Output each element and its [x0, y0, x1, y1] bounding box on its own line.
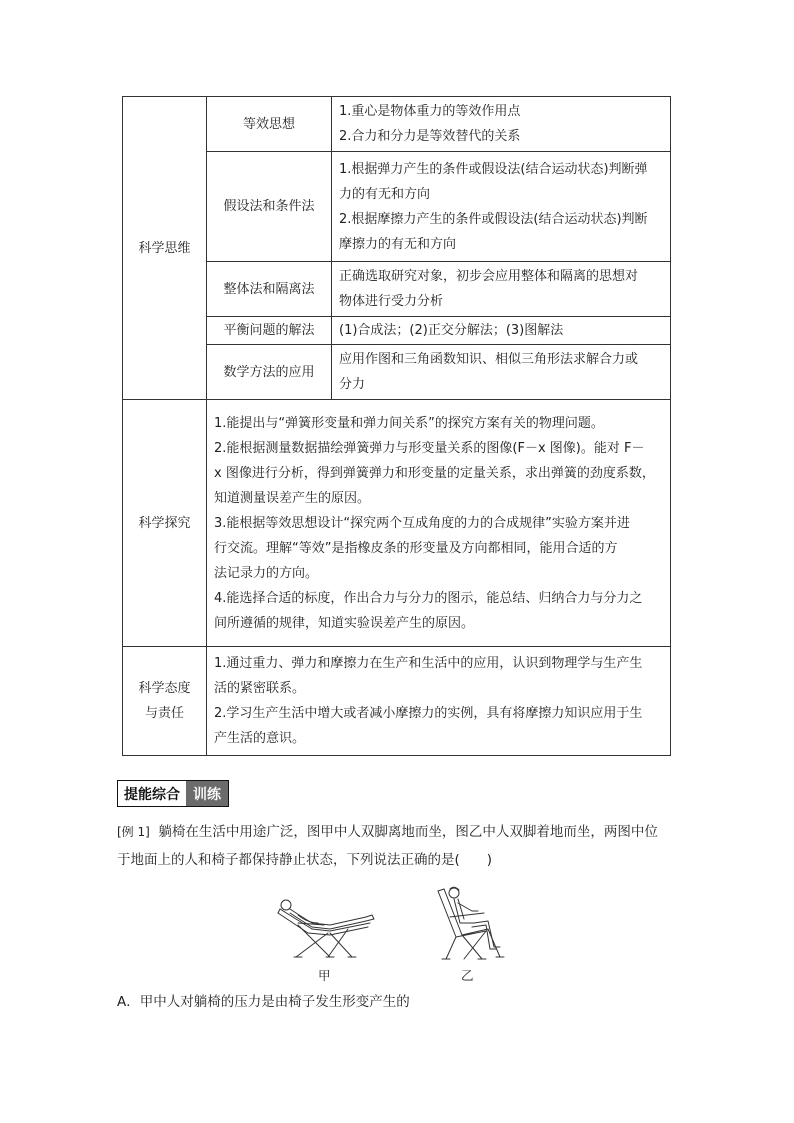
content-line: 间所遵循的规律，知道实验误差产生的原因。	[214, 615, 475, 631]
example-question	[117, 818, 677, 874]
content-cell	[332, 97, 671, 152]
table-row	[123, 400, 671, 647]
subcategory-cell: 数学方法的应用	[207, 345, 332, 400]
content-line: 力的有无和方向	[339, 186, 431, 202]
section-header	[117, 780, 229, 807]
content-line: 2.合力和分力是等效替代的关系	[339, 129, 521, 144]
subcategory-cell: 假设法和条件法	[207, 152, 332, 262]
content-line: 产生活的意识。	[214, 731, 306, 746]
content-line: 2.学习生产生活中增大或者减小摩擦力的实例，具有将摩擦力知识应用于生	[214, 706, 643, 721]
category-cell: 科学探究	[123, 400, 207, 647]
subcategory-cell: 平衡问题的解法	[207, 317, 332, 345]
figure-caption-a: 甲	[318, 968, 331, 983]
option-a: A．甲中人对躺椅的压力是由椅子发生形变产生的	[117, 994, 410, 1010]
content-line: 应用作图和三角函数知识、相似三角形法求解合力或	[339, 352, 639, 367]
category-line: 与责任	[144, 706, 184, 721]
category-cell	[123, 647, 207, 756]
content-line: 法记录力的方向。	[214, 565, 319, 581]
content-line: 知道测量误差产生的原因。	[214, 490, 371, 506]
content-line: 2.根据摩擦力产生的条件或假设法(结合运动状态)判断	[339, 211, 648, 227]
content-line: 正确选取研究对象，初步会应用整体和隔离的思想对	[339, 269, 639, 284]
question-text: 躺椅在生活中用途广泛，图甲中人双脚离地而坐，图乙中人双脚着地而坐，两图中位	[158, 824, 658, 840]
question-line	[117, 818, 677, 846]
content-line: 4.能选择合适的标度，作出合力与分力的图示，能总结、归纳合力与分力之	[214, 590, 643, 606]
content-line: x 图像进行分析，得到弹簧弹力和形变量的定量关系，求出弹簧的劲度系数，	[214, 465, 655, 481]
content-line: (1)合成法；(2)正交分解法；(3)图解法	[339, 323, 564, 338]
figure-upright-chair	[428, 883, 514, 963]
summary-table	[122, 96, 671, 756]
category-line: 科学态度	[138, 681, 191, 696]
content-cell	[332, 317, 671, 345]
subcategory-cell: 整体法和隔离法	[207, 262, 332, 317]
content-line: 3.能根据等效思想设计“探究两个互成角度的力的合成规律”实验方案并进	[214, 515, 630, 531]
example-tag: [例 1]	[117, 825, 150, 839]
category-cell: 科学思维	[123, 97, 207, 400]
content-line: 行交流。理解“等效”是指橡皮条的形变量及方向都相同，能用合适的方	[214, 540, 618, 556]
content-cell	[332, 152, 671, 262]
content-line: 分力	[339, 377, 366, 392]
figure-reclining-chair	[268, 893, 384, 961]
content-cell	[207, 647, 671, 756]
content-line: 1.根据弹力产生的条件或假设法(结合运动状态)判断弹	[339, 161, 648, 177]
content-line: 1.通过重力、弹力和摩擦力在生产和生活中的应用，认识到物理学与生产生	[214, 656, 643, 671]
content-line: 1.能提出与“弹簧形变量和弹力间关系”的探究方案有关的物理问题。	[214, 415, 604, 431]
subcategory-cell: 等效思想	[207, 97, 332, 152]
table-row	[123, 647, 671, 756]
content-line: 活的紧密联系。	[214, 681, 306, 696]
content-cell	[332, 262, 671, 317]
figure-caption-b: 乙	[461, 968, 474, 983]
content-line: 1.重心是物体重力的等效作用点	[339, 104, 521, 119]
section-subtitle: 训练	[186, 781, 228, 806]
content-line: 2.能根据测量数据描绘弹簧弹力与形变量关系的图像(F－x 图像)。能对 F－	[214, 440, 645, 456]
question-line: 于地面上的人和椅子都保持静止状态，下列说法正确的是( )	[117, 852, 493, 868]
content-line: 摩擦力的有无和方向	[339, 236, 457, 252]
content-line: 物体进行受力分析	[339, 294, 444, 309]
table-row	[123, 97, 671, 152]
content-cell	[332, 345, 671, 400]
section-title: 提能综合	[118, 781, 186, 806]
content-cell	[207, 400, 671, 647]
